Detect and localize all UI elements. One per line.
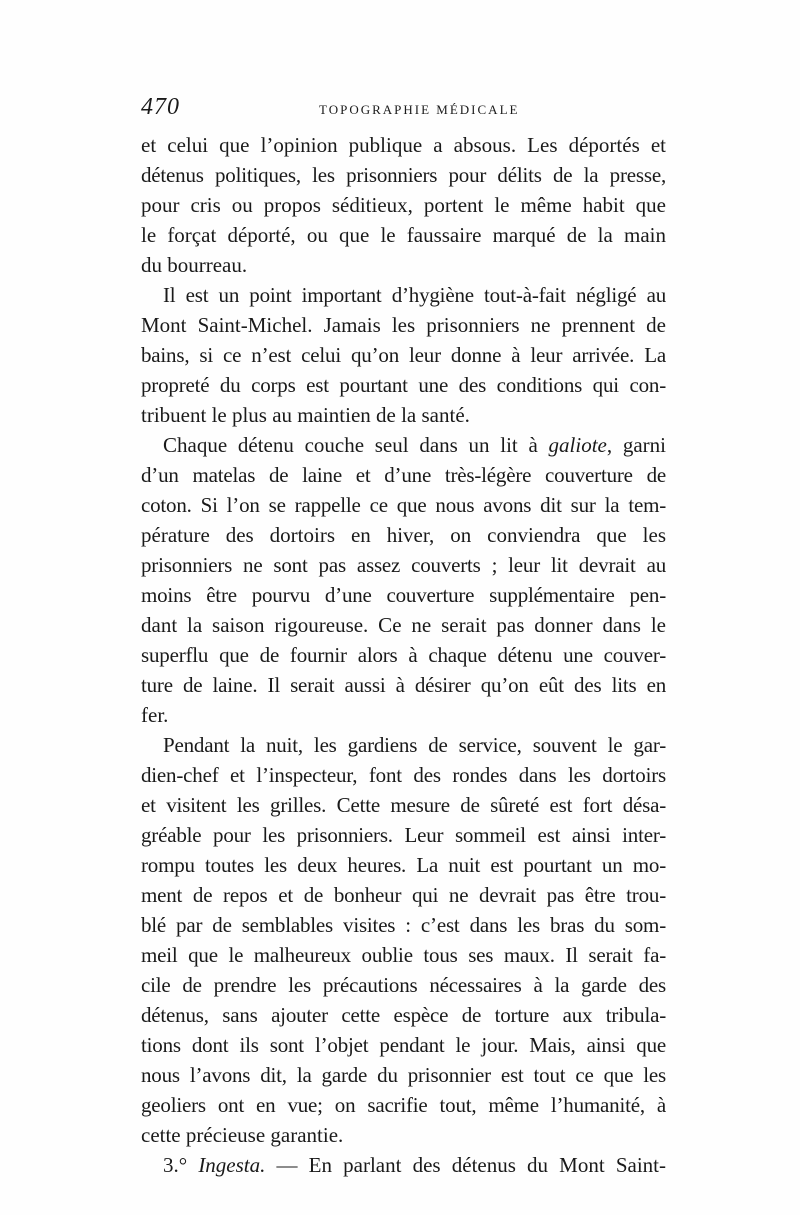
page-number: 470 [141, 94, 180, 120]
text-line: tribuent le plus au maintien de la santé. [141, 403, 470, 427]
text-line: superflu que de fournir alors à chaque détenu une couver- [141, 643, 666, 667]
text-line: moins être pourvu d’une couverture supplémentaire pen- [141, 583, 666, 607]
text-line: Mont Saint-Michel. Jamais les prisonniers ne prennent de [141, 313, 666, 337]
text-line: bains, si ce n’est celui qu’on leur donne à leur arrivée. La [141, 343, 666, 367]
text-line: rompu toutes les deux heures. La nuit est pourtant un mo- [141, 853, 666, 877]
text-line: blé par de semblables visites : c’est dans les bras du som- [141, 913, 666, 937]
section-number: 3.° [163, 1153, 188, 1177]
text-line: geoliers ont en vue; on sacrifie tout, même l’humanité, à [141, 1093, 666, 1117]
text-line: et celui que l’opinion publique a absous. Les déportés et [141, 133, 666, 157]
running-title: TOPOGRAPHIE MÉDICALE [319, 102, 520, 117]
text-line: pour cris ou propos séditieux, portent le même habit que [141, 193, 666, 217]
text-line: pérature des dortoirs en hiver, on conviendra que les [141, 523, 666, 547]
text-line: tions dont ils sont l’objet pendant le jour. Mais, ainsi que [141, 1033, 666, 1057]
text-run: Chaque détenu couche seul dans un lit à [163, 433, 549, 457]
text-line: d’un matelas de laine et d’une très-légère couverture de [141, 463, 666, 487]
text-line: meil que le malheureux oublie tous ses maux. Il serait fa- [141, 943, 666, 967]
section-heading: Ingesta. [198, 1153, 266, 1177]
text-line: le forçat déporté, ou que le faussaire marqué de la main [141, 223, 666, 247]
text-line: coton. Si l’on se rappelle ce que nous avons dit sur la tem- [141, 493, 666, 517]
page-header [141, 94, 666, 124]
text-run: , garni [606, 433, 666, 457]
text-line: fer. [141, 703, 169, 727]
text-line: gréable pour les prisonniers. Leur sommeil est ainsi inter- [141, 823, 666, 847]
text-line: ment de repos et de bonheur qui ne devrait pas être trou- [141, 883, 666, 907]
italic-term: galiote [548, 433, 607, 457]
body-text [141, 130, 666, 1180]
text-line: dant la saison rigoureuse. Ce ne serait pas donner dans le [141, 613, 666, 637]
text-line [141, 430, 666, 460]
text-line: cile de prendre les précautions nécessaires à la garde des [141, 973, 666, 997]
text-line: détenus politiques, les prisonniers pour délits de la presse, [141, 163, 666, 187]
text-line: cette précieuse garantie. [141, 1123, 344, 1147]
text-line: nous l’avons dit, la garde du prisonnier est tout ce que les [141, 1063, 666, 1087]
section-line [141, 1150, 666, 1180]
text-line: et visitent les grilles. Cette mesure de sûreté est fort désa- [141, 793, 666, 817]
text-line: ture de laine. Il serait aussi à désirer qu’on eût des lits en [141, 673, 666, 697]
text-run: — En parlant des détenus du Mont Saint- [265, 1153, 666, 1177]
text-line: du bourreau. [141, 253, 248, 277]
text-line: propreté du corps est pourtant une des conditions qui con- [141, 373, 666, 397]
text-line: détenus, sans ajouter cette espèce de torture aux tribula- [141, 1003, 666, 1027]
text-line: Pendant la nuit, les gardiens de service, souvent le gar- [163, 733, 666, 757]
text-line: dien-chef et l’inspecteur, font des rondes dans les dortoirs [141, 763, 666, 787]
text-line: Il est un point important d’hygiène tout-à-fait négligé au [163, 283, 666, 307]
text-line: prisonniers ne sont pas assez couverts ; leur lit devrait au [141, 553, 666, 577]
